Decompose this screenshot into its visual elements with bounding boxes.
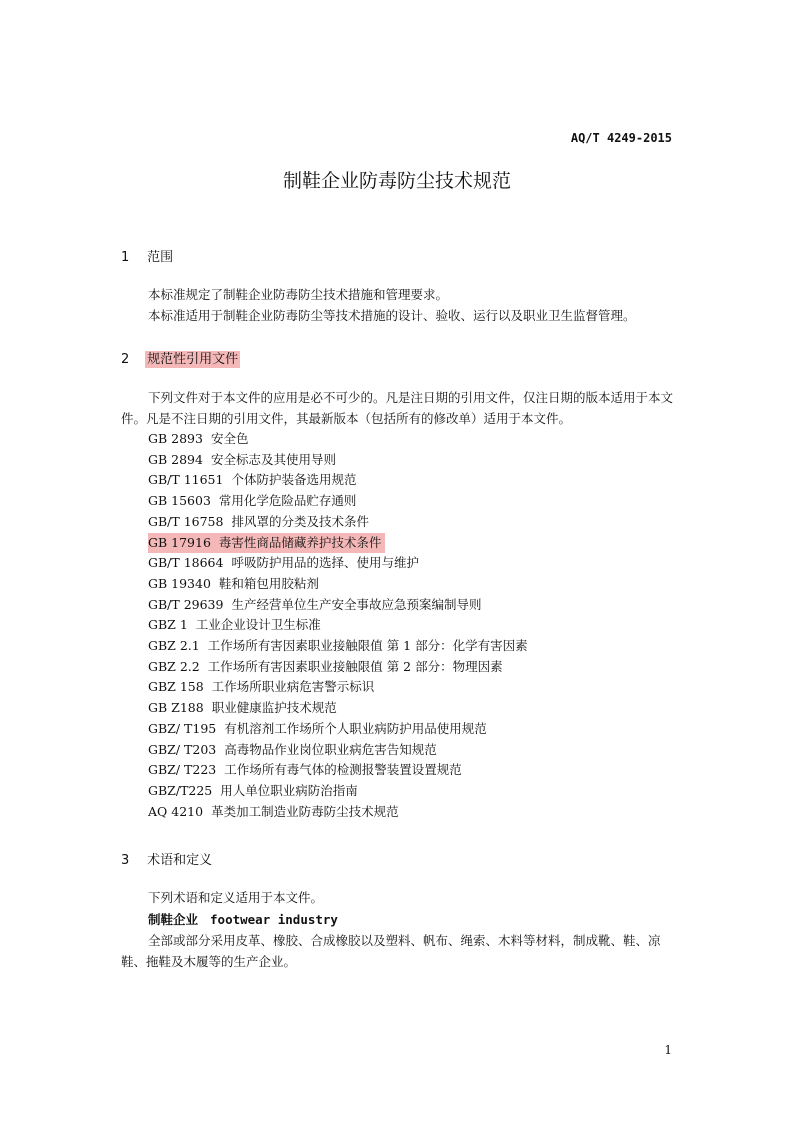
section-1-heading [121,246,175,265]
reference-item: GBZ/ T203 高毒物品作业岗位职业病危害告知规范 [148,741,437,757]
section-title-highlighted: 规范性引用文件 [147,352,239,367]
reference-item: GBZ 1 工业企业设计卫生标准 [148,617,321,633]
normative-reference-list [148,429,528,822]
term-chinese: 制鞋企业 [148,912,199,927]
section-2-heading [121,348,240,367]
reference-item: GB 19340 鞋和箱包用胶粘剂 [148,575,319,591]
section-number: 2 [121,352,130,367]
term-entry [148,910,338,928]
reference-item: GB 2894 安全标志及其使用导则 [148,451,336,467]
paragraph: 下列术语和定义适用于本文件。 [148,890,324,905]
page-number: 1 [664,1043,672,1057]
reference-item: AQ 4210 革类加工制造业防毒防尘技术规范 [148,803,399,819]
reference-item: GBZ/ T223 工作场所有毒气体的检测报警装置设置规范 [148,762,462,778]
reference-item: GB Z188 职业健康监护技术规范 [148,700,337,716]
reference-item: GB/T 11651 个体防护装备选用规范 [148,472,357,488]
reference-item: GBZ 2.1 工作场所有害因素职业接触限值 第 1 部分：化学有害因素 [148,638,528,654]
reference-item: GB/T 29639 生产经营单位生产安全事故应急预案编制导则 [148,596,482,612]
paragraph: 本标准适用于制鞋企业防毒防尘等技术措施的设计、验收、运行以及职业卫生监督管理。 [148,308,636,323]
section-3-heading [121,849,214,868]
reference-item: GB/T 16758 排风罩的分类及技术条件 [148,513,369,529]
paragraph: 本标准规定了制鞋企业防毒防尘技术措施和管理要求。 [148,287,449,302]
reference-item: GB 15603 常用化学危险品贮存通则 [148,493,357,509]
paragraph: 下列文件对于本文件的应用是必不可少的。凡是注日期的引用文件，仅注日期的版本适用于本文件。凡是不注日期的引用文件，其最新版本（包括所有的修改单）适用于本文件。 [121,390,674,426]
reference-item-highlighted: GB 17916 毒害性商品储藏养护技术条件 [148,533,385,554]
section-number: 1 [121,250,130,265]
reference-item: GBZ 158 工作场所职业病危害警示标识 [148,679,375,695]
reference-item: GBZ 2.2 工作场所有害因素职业接触限值 第 2 部分：物理因素 [148,658,503,674]
reference-item: GBZ/T225 用人单位职业病防治指南 [148,782,358,798]
standard-code: AQ/T 4249-2015 [570,131,672,145]
section-title: 范围 [147,250,174,265]
section-title: 术语和定义 [147,853,213,868]
section-number: 3 [121,853,130,868]
term-definition: 全部或部分采用皮革、橡胶、合成橡胶以及塑料、帆布、绳索、木料等材料，制成靴、鞋、凉鞋、拖鞋及木履等的生产企业。 [121,933,661,969]
reference-item: GBZ/ T195 有机溶剂工作场所个人职业病防护用品使用规范 [148,720,487,736]
term-english: footwear industry [210,912,338,927]
reference-item: GB/T 18664 呼吸防护用品的选择、使用与维护 [148,555,419,571]
reference-item: GB 2893 安全色 [148,431,249,446]
document-title: 制鞋企业防毒防尘技术规范 [282,170,511,192]
